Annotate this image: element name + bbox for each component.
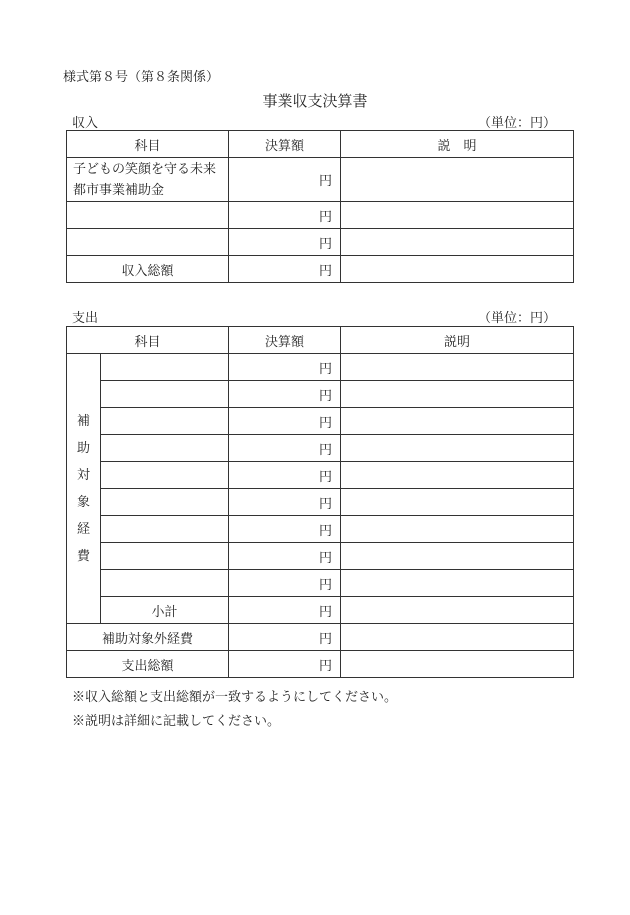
expense-header-description: 説明 (341, 327, 574, 354)
expense-item-cell[interactable] (101, 435, 229, 462)
income-item-cell[interactable] (67, 229, 229, 256)
expense-amount-cell[interactable]: 円 (229, 543, 341, 570)
expense-row (67, 462, 574, 489)
expense-row (67, 543, 574, 570)
income-total-label: 収入総額 (67, 256, 229, 283)
expense-subtotal-amount[interactable]: 円 (229, 597, 341, 624)
expense-row (67, 408, 574, 435)
expense-description-cell[interactable] (341, 489, 574, 516)
non-subsidized-expense-row (67, 624, 574, 651)
expense-description-cell[interactable] (341, 381, 574, 408)
expense-description-cell[interactable] (341, 354, 574, 381)
subsidized-expense-group-label (67, 354, 101, 624)
expense-row (67, 435, 574, 462)
income-header-row (67, 131, 574, 158)
expense-item-cell[interactable] (101, 516, 229, 543)
expense-item-cell[interactable] (101, 570, 229, 597)
expense-row (67, 489, 574, 516)
income-section-label: 収入 (72, 116, 99, 131)
income-total-row (67, 256, 574, 283)
income-row (67, 202, 574, 229)
expense-amount-cell[interactable]: 円 (229, 354, 341, 381)
income-unit-label: （単位：円） (478, 116, 557, 131)
subsidized-expense-label-text: 補 助 対 象 経 費 (76, 413, 90, 564)
income-header-description: 説 明 (341, 131, 574, 158)
expense-item-cell[interactable] (101, 381, 229, 408)
income-description-cell[interactable] (341, 229, 574, 256)
income-header-amount: 決算額 (229, 131, 341, 158)
expense-header-item: 科目 (67, 327, 229, 354)
income-item-cell[interactable]: 子どもの笑顔を守る未来都市事業補助金 (67, 158, 229, 202)
expense-row (67, 354, 574, 381)
income-total-amount[interactable]: 円 (229, 256, 341, 283)
expense-header-amount: 決算額 (229, 327, 341, 354)
expense-description-cell[interactable] (341, 543, 574, 570)
non-subsidized-expense-description[interactable] (341, 624, 574, 651)
expense-amount-cell[interactable]: 円 (229, 435, 341, 462)
expense-total-label: 支出総額 (67, 651, 229, 678)
expense-amount-cell[interactable]: 円 (229, 408, 341, 435)
expense-item-cell[interactable] (101, 543, 229, 570)
expense-description-cell[interactable] (341, 570, 574, 597)
note-detail-description: ※説明は詳細に記載してください。 (72, 714, 281, 729)
page-title: 事業収支決算書 (262, 92, 368, 110)
expense-subtotal-label: 小計 (101, 597, 229, 624)
expense-unit-label: （単位：円） (478, 311, 557, 326)
expense-section-label: 支出 (72, 311, 99, 326)
expense-total-amount[interactable]: 円 (229, 651, 341, 678)
income-row (67, 229, 574, 256)
income-amount-cell[interactable]: 円 (229, 202, 341, 229)
income-amount-cell[interactable]: 円 (229, 158, 341, 202)
non-subsidized-expense-amount[interactable]: 円 (229, 624, 341, 651)
income-item-cell[interactable] (67, 202, 229, 229)
expense-item-cell[interactable] (101, 408, 229, 435)
expense-subtotal-description[interactable] (341, 597, 574, 624)
expense-amount-cell[interactable]: 円 (229, 381, 341, 408)
income-row (67, 158, 574, 202)
expense-amount-cell[interactable]: 円 (229, 462, 341, 489)
expense-row (67, 381, 574, 408)
income-description-cell[interactable] (341, 158, 574, 202)
income-total-description[interactable] (341, 256, 574, 283)
expense-description-cell[interactable] (341, 435, 574, 462)
expense-description-cell[interactable] (341, 516, 574, 543)
expense-total-row (67, 651, 574, 678)
expense-row (67, 570, 574, 597)
income-amount-cell[interactable]: 円 (229, 229, 341, 256)
expense-total-description[interactable] (341, 651, 574, 678)
income-table (66, 130, 574, 283)
expense-row (67, 516, 574, 543)
expense-amount-cell[interactable]: 円 (229, 489, 341, 516)
expense-item-cell[interactable] (101, 462, 229, 489)
expense-item-cell[interactable] (101, 489, 229, 516)
expense-amount-cell[interactable]: 円 (229, 570, 341, 597)
expense-description-cell[interactable] (341, 462, 574, 489)
note-total-match: ※収入総額と支出総額が一致するようにしてください。 (72, 690, 398, 705)
expense-subtotal-row (67, 597, 574, 624)
expense-item-cell[interactable] (101, 354, 229, 381)
non-subsidized-expense-label: 補助対象外経費 (67, 624, 229, 651)
expense-table (66, 326, 574, 678)
expense-header-row (67, 327, 574, 354)
form-number: 様式第８号（第８条関係） (63, 70, 220, 85)
expense-description-cell[interactable] (341, 408, 574, 435)
income-description-cell[interactable] (341, 202, 574, 229)
expense-amount-cell[interactable]: 円 (229, 516, 341, 543)
income-header-item: 科目 (67, 131, 229, 158)
